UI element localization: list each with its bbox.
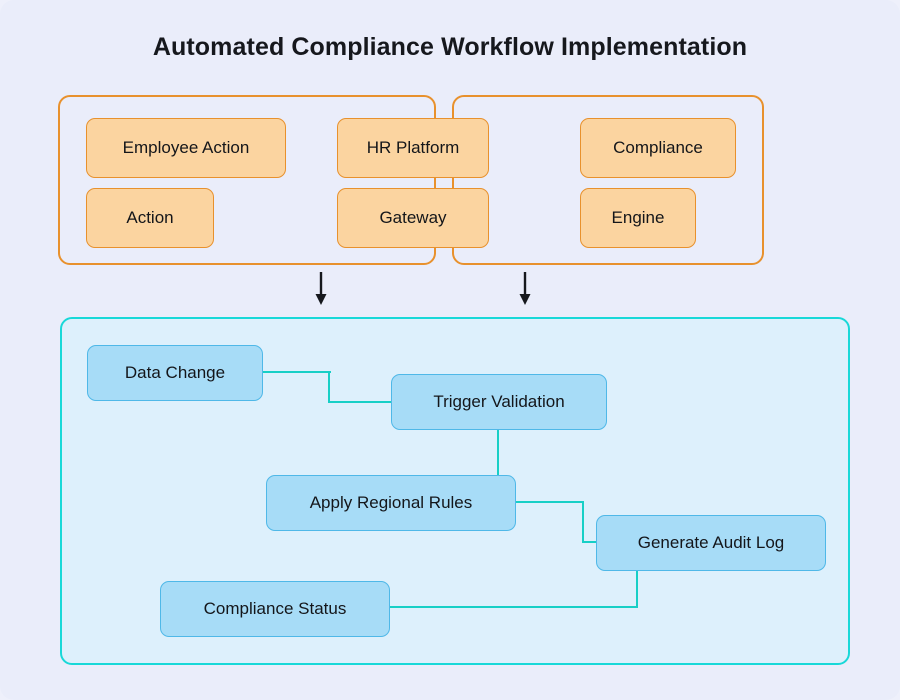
node-compliance[interactable]: Compliance bbox=[580, 118, 736, 178]
edge-data-change-to-trigger-h1 bbox=[263, 371, 331, 373]
node-engine[interactable]: Engine bbox=[580, 188, 696, 248]
node-generate-audit-log[interactable]: Generate Audit Log bbox=[596, 515, 826, 571]
edge-apply-to-audit-h1 bbox=[516, 501, 584, 503]
edge-trigger-to-apply-v bbox=[497, 429, 499, 477]
edge-data-change-to-trigger-h2 bbox=[328, 401, 393, 403]
page-title: Automated Compliance Workflow Implementation bbox=[152, 33, 748, 61]
node-trigger-validation[interactable]: Trigger Validation bbox=[391, 374, 607, 430]
node-compliance-status[interactable]: Compliance Status bbox=[160, 581, 390, 637]
arrow-down-icon-right bbox=[515, 272, 535, 306]
node-employee-action[interactable]: Employee Action bbox=[86, 118, 286, 178]
edge-data-change-to-trigger-v bbox=[328, 371, 330, 403]
edge-apply-to-audit-v bbox=[582, 501, 584, 543]
edge-audit-to-status-v bbox=[636, 570, 638, 608]
node-gateway[interactable]: Gateway bbox=[337, 188, 489, 248]
node-action[interactable]: Action bbox=[86, 188, 214, 248]
node-data-change[interactable]: Data Change bbox=[87, 345, 263, 401]
node-hr-platform[interactable]: HR Platform bbox=[337, 118, 489, 178]
arrow-down-icon-left bbox=[311, 272, 331, 306]
edge-audit-to-status-h bbox=[389, 606, 638, 608]
node-apply-regional-rules[interactable]: Apply Regional Rules bbox=[266, 475, 516, 531]
